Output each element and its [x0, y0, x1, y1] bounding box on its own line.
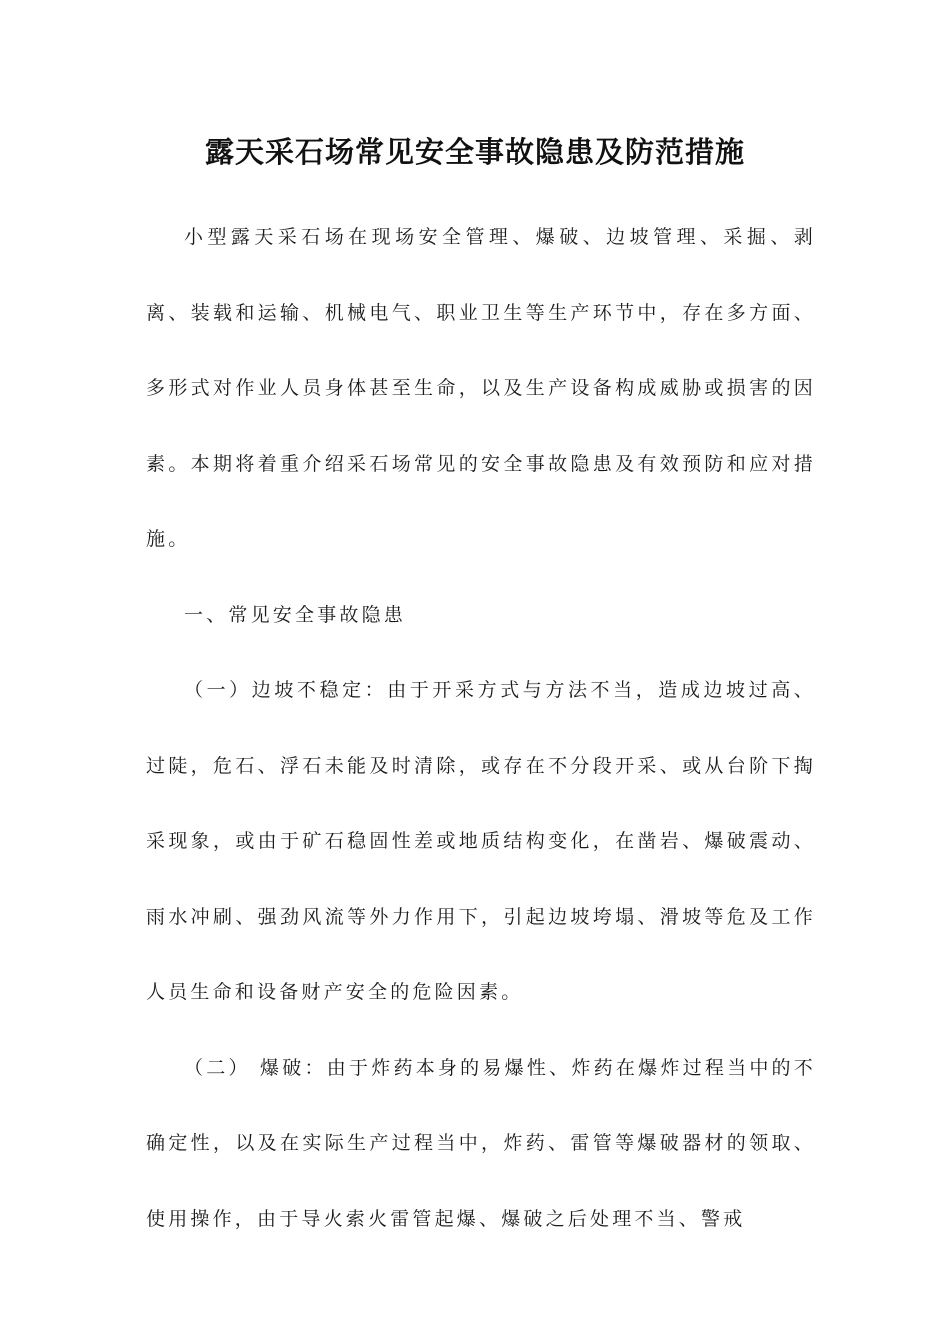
hazard-item-slope: （一）边坡不稳定：由于开采方式与方法不当，造成边坡过高、过陡，危石、浮石未能及时清除，或存在不分段开采、或从台阶下掏采现象，或由于矿石稳固性差或地质结构变化，在凿岩、爆破震动、雨水冲刷、强劲风流等外力作用下，引起边坡垮塌、滑坡等危及工作人员生命和设备财产安全的危险因素。: [146, 679, 816, 1003]
intro-paragraph: 小型露天采石场在现场安全管理、爆破、边坡管理、采掘、剥离、装载和运输、机械电气、职业卫生等生产环节中，存在多方面、多形式对作业人员身体甚至生命，以及生产设备构成威胁或损害的因素。本期将着重介绍采石场常见的安全事故隐患及有效预防和应对措施。: [146, 226, 816, 550]
hazard-item-blasting: （二） 爆破：由于炸药本身的易爆性、炸药在爆炸过程当中的不确定性，以及在实际生产过程当中，炸药、雷管等爆破器材的领取、使用操作，由于导火索火雷管起爆、爆破之后处理不当、警戒: [146, 1056, 816, 1230]
document-body: [146, 200, 816, 1257]
section-heading: 一、常见安全事故隐患: [184, 603, 407, 626]
document-title: 露天采石场常见安全事故隐患及防范措施: [204, 135, 745, 169]
